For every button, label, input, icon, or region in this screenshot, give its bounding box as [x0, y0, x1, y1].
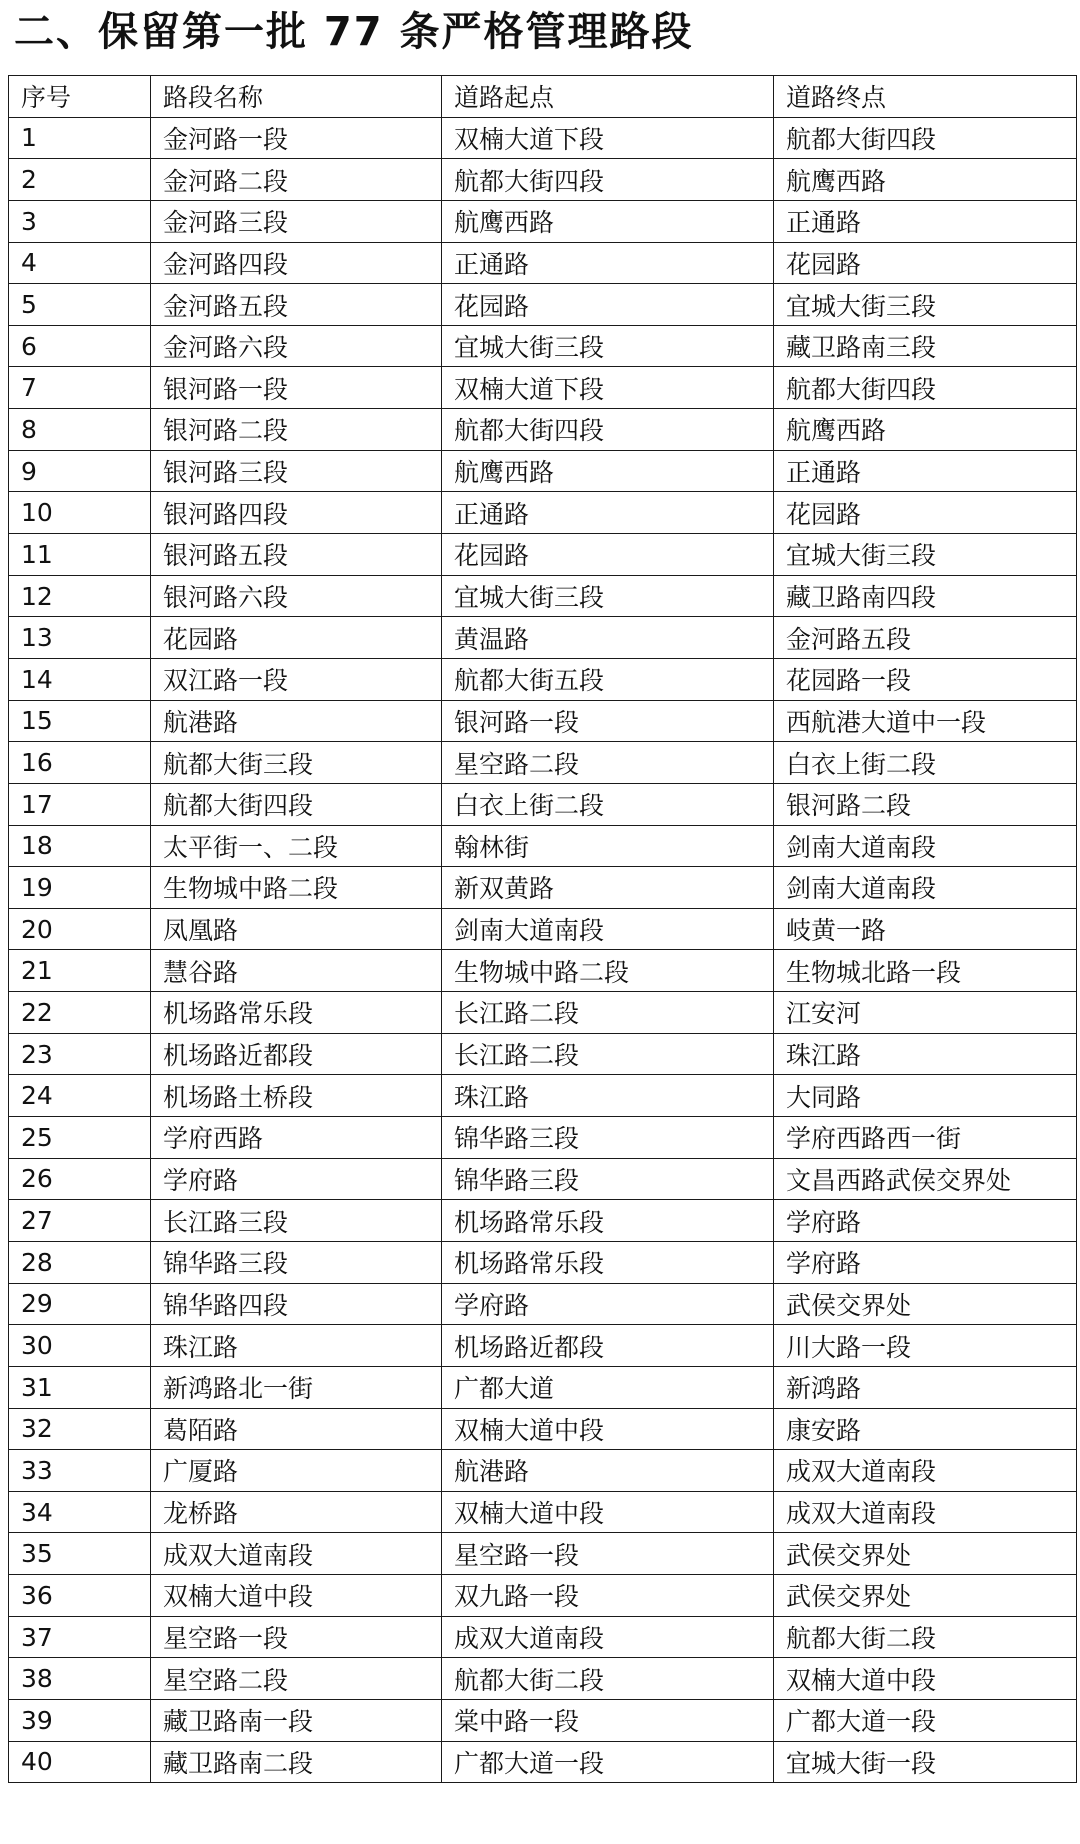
header-start-point: 道路起点	[442, 76, 774, 118]
cell-end-point: 金河路五段	[774, 617, 1077, 659]
cell-road-name: 长江路三段	[151, 1200, 442, 1242]
table-row	[9, 783, 1077, 825]
cell-start-point: 白衣上街二段	[442, 783, 774, 825]
cell-start-point: 机场路常乐段	[442, 1241, 774, 1283]
cell-end-point: 藏卫路南三段	[774, 325, 1077, 367]
cell-index: 3	[9, 200, 151, 242]
cell-index: 5	[9, 284, 151, 326]
cell-start-point: 宜城大街三段	[442, 575, 774, 617]
cell-end-point: 川大路一段	[774, 1325, 1077, 1367]
cell-index: 39	[9, 1699, 151, 1741]
cell-start-point: 星空路一段	[442, 1533, 774, 1575]
table-row	[9, 1491, 1077, 1533]
cell-road-name: 慧谷路	[151, 950, 442, 992]
cell-end-point: 宜城大街三段	[774, 534, 1077, 576]
cell-start-point: 花园路	[442, 284, 774, 326]
cell-start-point: 正通路	[442, 242, 774, 284]
cell-road-name: 广厦路	[151, 1450, 442, 1492]
cell-start-point: 银河路一段	[442, 700, 774, 742]
table-row	[9, 950, 1077, 992]
table-row	[9, 617, 1077, 659]
cell-end-point: 藏卫路南四段	[774, 575, 1077, 617]
cell-road-name: 机场路常乐段	[151, 992, 442, 1034]
cell-index: 27	[9, 1200, 151, 1242]
cell-road-name: 凤凰路	[151, 908, 442, 950]
cell-end-point: 正通路	[774, 450, 1077, 492]
cell-start-point: 双九路一段	[442, 1575, 774, 1617]
cell-road-name: 龙桥路	[151, 1491, 442, 1533]
cell-index: 9	[9, 450, 151, 492]
cell-index: 34	[9, 1491, 151, 1533]
cell-index: 25	[9, 1117, 151, 1159]
cell-index: 1	[9, 117, 151, 159]
table-row	[9, 1575, 1077, 1617]
table-row	[9, 1658, 1077, 1700]
cell-index: 23	[9, 1033, 151, 1075]
table-row	[9, 450, 1077, 492]
cell-start-point: 花园路	[442, 534, 774, 576]
table-row	[9, 1117, 1077, 1159]
cell-end-point: 西航港大道中一段	[774, 700, 1077, 742]
cell-end-point: 航鹰西路	[774, 159, 1077, 201]
table-row	[9, 409, 1077, 451]
table-row	[9, 1241, 1077, 1283]
cell-start-point: 双楠大道中段	[442, 1408, 774, 1450]
cell-end-point: 花园路一段	[774, 658, 1077, 700]
cell-road-name: 金河路五段	[151, 284, 442, 326]
cell-road-name: 航都大街四段	[151, 783, 442, 825]
cell-index: 13	[9, 617, 151, 659]
cell-start-point: 新双黄路	[442, 867, 774, 909]
cell-start-point: 航都大街四段	[442, 159, 774, 201]
table-row	[9, 658, 1077, 700]
cell-road-name: 双楠大道中段	[151, 1575, 442, 1617]
cell-road-name: 藏卫路南二段	[151, 1741, 442, 1783]
table-row	[9, 1325, 1077, 1367]
table-row	[9, 534, 1077, 576]
cell-end-point: 广都大道一段	[774, 1699, 1077, 1741]
cell-end-point: 白衣上街二段	[774, 742, 1077, 784]
cell-index: 16	[9, 742, 151, 784]
cell-road-name: 金河路二段	[151, 159, 442, 201]
cell-index: 24	[9, 1075, 151, 1117]
cell-index: 22	[9, 992, 151, 1034]
cell-start-point: 机场路常乐段	[442, 1200, 774, 1242]
cell-start-point: 成双大道南段	[442, 1616, 774, 1658]
cell-start-point: 广都大道	[442, 1366, 774, 1408]
cell-index: 38	[9, 1658, 151, 1700]
cell-road-name: 锦华路三段	[151, 1241, 442, 1283]
cell-index: 19	[9, 867, 151, 909]
table-row	[9, 1741, 1077, 1783]
cell-end-point: 成双大道南段	[774, 1450, 1077, 1492]
table-row	[9, 1200, 1077, 1242]
cell-end-point: 航都大街四段	[774, 367, 1077, 409]
cell-road-name: 金河路三段	[151, 200, 442, 242]
cell-start-point: 航鹰西路	[442, 200, 774, 242]
cell-road-name: 银河路四段	[151, 492, 442, 534]
table-row	[9, 1408, 1077, 1450]
cell-start-point: 正通路	[442, 492, 774, 534]
cell-start-point: 广都大道一段	[442, 1741, 774, 1783]
cell-index: 37	[9, 1616, 151, 1658]
road-section-table	[8, 75, 1077, 1783]
cell-start-point: 双楠大道下段	[442, 117, 774, 159]
cell-start-point: 翰林街	[442, 825, 774, 867]
cell-end-point: 航鹰西路	[774, 409, 1077, 451]
cell-road-name: 银河路二段	[151, 409, 442, 451]
cell-road-name: 银河路三段	[151, 450, 442, 492]
cell-start-point: 航鹰西路	[442, 450, 774, 492]
table-row	[9, 242, 1077, 284]
cell-road-name: 金河路四段	[151, 242, 442, 284]
cell-start-point: 航港路	[442, 1450, 774, 1492]
cell-end-point: 航都大街四段	[774, 117, 1077, 159]
cell-road-name: 银河路六段	[151, 575, 442, 617]
header-end-point: 道路终点	[774, 76, 1077, 118]
cell-index: 6	[9, 325, 151, 367]
cell-index: 21	[9, 950, 151, 992]
cell-index: 29	[9, 1283, 151, 1325]
cell-road-name: 星空路二段	[151, 1658, 442, 1700]
page-title: 二、保留第一批 77 条严格管理路段	[14, 9, 694, 55]
cell-end-point: 剑南大道南段	[774, 867, 1077, 909]
cell-start-point: 学府路	[442, 1283, 774, 1325]
table-row	[9, 159, 1077, 201]
cell-road-name: 航都大街三段	[151, 742, 442, 784]
cell-start-point: 黄温路	[442, 617, 774, 659]
cell-road-name: 葛陌路	[151, 1408, 442, 1450]
cell-index: 10	[9, 492, 151, 534]
cell-start-point: 长江路二段	[442, 1033, 774, 1075]
cell-index: 12	[9, 575, 151, 617]
cell-road-name: 学府路	[151, 1158, 442, 1200]
cell-index: 31	[9, 1366, 151, 1408]
table-row	[9, 1033, 1077, 1075]
cell-road-name: 星空路一段	[151, 1616, 442, 1658]
cell-index: 40	[9, 1741, 151, 1783]
cell-start-point: 长江路二段	[442, 992, 774, 1034]
cell-index: 4	[9, 242, 151, 284]
table-row	[9, 825, 1077, 867]
cell-end-point: 生物城北路一段	[774, 950, 1077, 992]
cell-end-point: 武侯交界处	[774, 1283, 1077, 1325]
table-row	[9, 700, 1077, 742]
cell-start-point: 珠江路	[442, 1075, 774, 1117]
header-road-name: 路段名称	[151, 76, 442, 118]
table-row	[9, 742, 1077, 784]
cell-road-name: 机场路近都段	[151, 1033, 442, 1075]
cell-end-point: 成双大道南段	[774, 1491, 1077, 1533]
cell-end-point: 大同路	[774, 1075, 1077, 1117]
cell-end-point: 珠江路	[774, 1033, 1077, 1075]
table-row	[9, 1366, 1077, 1408]
table-row	[9, 492, 1077, 534]
cell-start-point: 航都大街五段	[442, 658, 774, 700]
cell-start-point: 棠中路一段	[442, 1699, 774, 1741]
cell-end-point: 正通路	[774, 200, 1077, 242]
cell-index: 11	[9, 534, 151, 576]
cell-start-point: 锦华路三段	[442, 1158, 774, 1200]
cell-end-point: 康安路	[774, 1408, 1077, 1450]
cell-road-name: 太平街一、二段	[151, 825, 442, 867]
cell-end-point: 文昌西路武侯交界处	[774, 1158, 1077, 1200]
cell-start-point: 航都大街四段	[442, 409, 774, 451]
cell-end-point: 花园路	[774, 492, 1077, 534]
cell-start-point: 生物城中路二段	[442, 950, 774, 992]
table-row	[9, 992, 1077, 1034]
cell-index: 15	[9, 700, 151, 742]
table-row	[9, 1075, 1077, 1117]
cell-end-point: 岐黄一路	[774, 908, 1077, 950]
cell-index: 14	[9, 658, 151, 700]
table-row	[9, 1616, 1077, 1658]
cell-index: 33	[9, 1450, 151, 1492]
cell-index: 30	[9, 1325, 151, 1367]
cell-start-point: 锦华路三段	[442, 1117, 774, 1159]
cell-start-point: 航都大街二段	[442, 1658, 774, 1700]
cell-end-point: 银河路二段	[774, 783, 1077, 825]
cell-end-point: 江安河	[774, 992, 1077, 1034]
table-header-row	[9, 76, 1077, 118]
cell-start-point: 机场路近都段	[442, 1325, 774, 1367]
table-row	[9, 200, 1077, 242]
table-row	[9, 1158, 1077, 1200]
cell-end-point: 新鸿路	[774, 1366, 1077, 1408]
cell-index: 8	[9, 409, 151, 451]
cell-end-point: 学府路	[774, 1241, 1077, 1283]
cell-road-name: 生物城中路二段	[151, 867, 442, 909]
cell-road-name: 学府西路	[151, 1117, 442, 1159]
cell-start-point: 双楠大道下段	[442, 367, 774, 409]
table-row	[9, 1699, 1077, 1741]
table-row	[9, 1283, 1077, 1325]
cell-end-point: 武侯交界处	[774, 1575, 1077, 1617]
cell-start-point: 剑南大道南段	[442, 908, 774, 950]
header-index: 序号	[9, 76, 151, 118]
table-row	[9, 325, 1077, 367]
cell-index: 20	[9, 908, 151, 950]
cell-index: 26	[9, 1158, 151, 1200]
cell-index: 17	[9, 783, 151, 825]
cell-end-point: 学府路	[774, 1200, 1077, 1242]
table-row	[9, 1450, 1077, 1492]
cell-road-name: 花园路	[151, 617, 442, 659]
cell-road-name: 机场路土桥段	[151, 1075, 442, 1117]
cell-end-point: 剑南大道南段	[774, 825, 1077, 867]
cell-index: 35	[9, 1533, 151, 1575]
cell-road-name: 新鸿路北一街	[151, 1366, 442, 1408]
cell-road-name: 金河路一段	[151, 117, 442, 159]
table-row	[9, 117, 1077, 159]
cell-road-name: 珠江路	[151, 1325, 442, 1367]
cell-start-point: 双楠大道中段	[442, 1491, 774, 1533]
cell-end-point: 双楠大道中段	[774, 1658, 1077, 1700]
cell-end-point: 武侯交界处	[774, 1533, 1077, 1575]
cell-index: 7	[9, 367, 151, 409]
cell-end-point: 宜城大街三段	[774, 284, 1077, 326]
cell-road-name: 银河路五段	[151, 534, 442, 576]
cell-index: 18	[9, 825, 151, 867]
cell-index: 28	[9, 1241, 151, 1283]
table-row	[9, 367, 1077, 409]
cell-index: 2	[9, 159, 151, 201]
cell-road-name: 成双大道南段	[151, 1533, 442, 1575]
cell-road-name: 银河路一段	[151, 367, 442, 409]
cell-start-point: 宜城大街三段	[442, 325, 774, 367]
cell-road-name: 藏卫路南一段	[151, 1699, 442, 1741]
table-row	[9, 575, 1077, 617]
cell-end-point: 宜城大街一段	[774, 1741, 1077, 1783]
table-row	[9, 1533, 1077, 1575]
cell-end-point: 航都大街二段	[774, 1616, 1077, 1658]
cell-road-name: 锦华路四段	[151, 1283, 442, 1325]
cell-index: 32	[9, 1408, 151, 1450]
table-row	[9, 284, 1077, 326]
cell-road-name: 航港路	[151, 700, 442, 742]
table-body	[9, 117, 1077, 1783]
cell-start-point: 星空路二段	[442, 742, 774, 784]
table-row	[9, 908, 1077, 950]
cell-end-point: 花园路	[774, 242, 1077, 284]
cell-road-name: 金河路六段	[151, 325, 442, 367]
cell-end-point: 学府西路西一街	[774, 1117, 1077, 1159]
table-row	[9, 867, 1077, 909]
cell-road-name: 双江路一段	[151, 658, 442, 700]
cell-index: 36	[9, 1575, 151, 1617]
